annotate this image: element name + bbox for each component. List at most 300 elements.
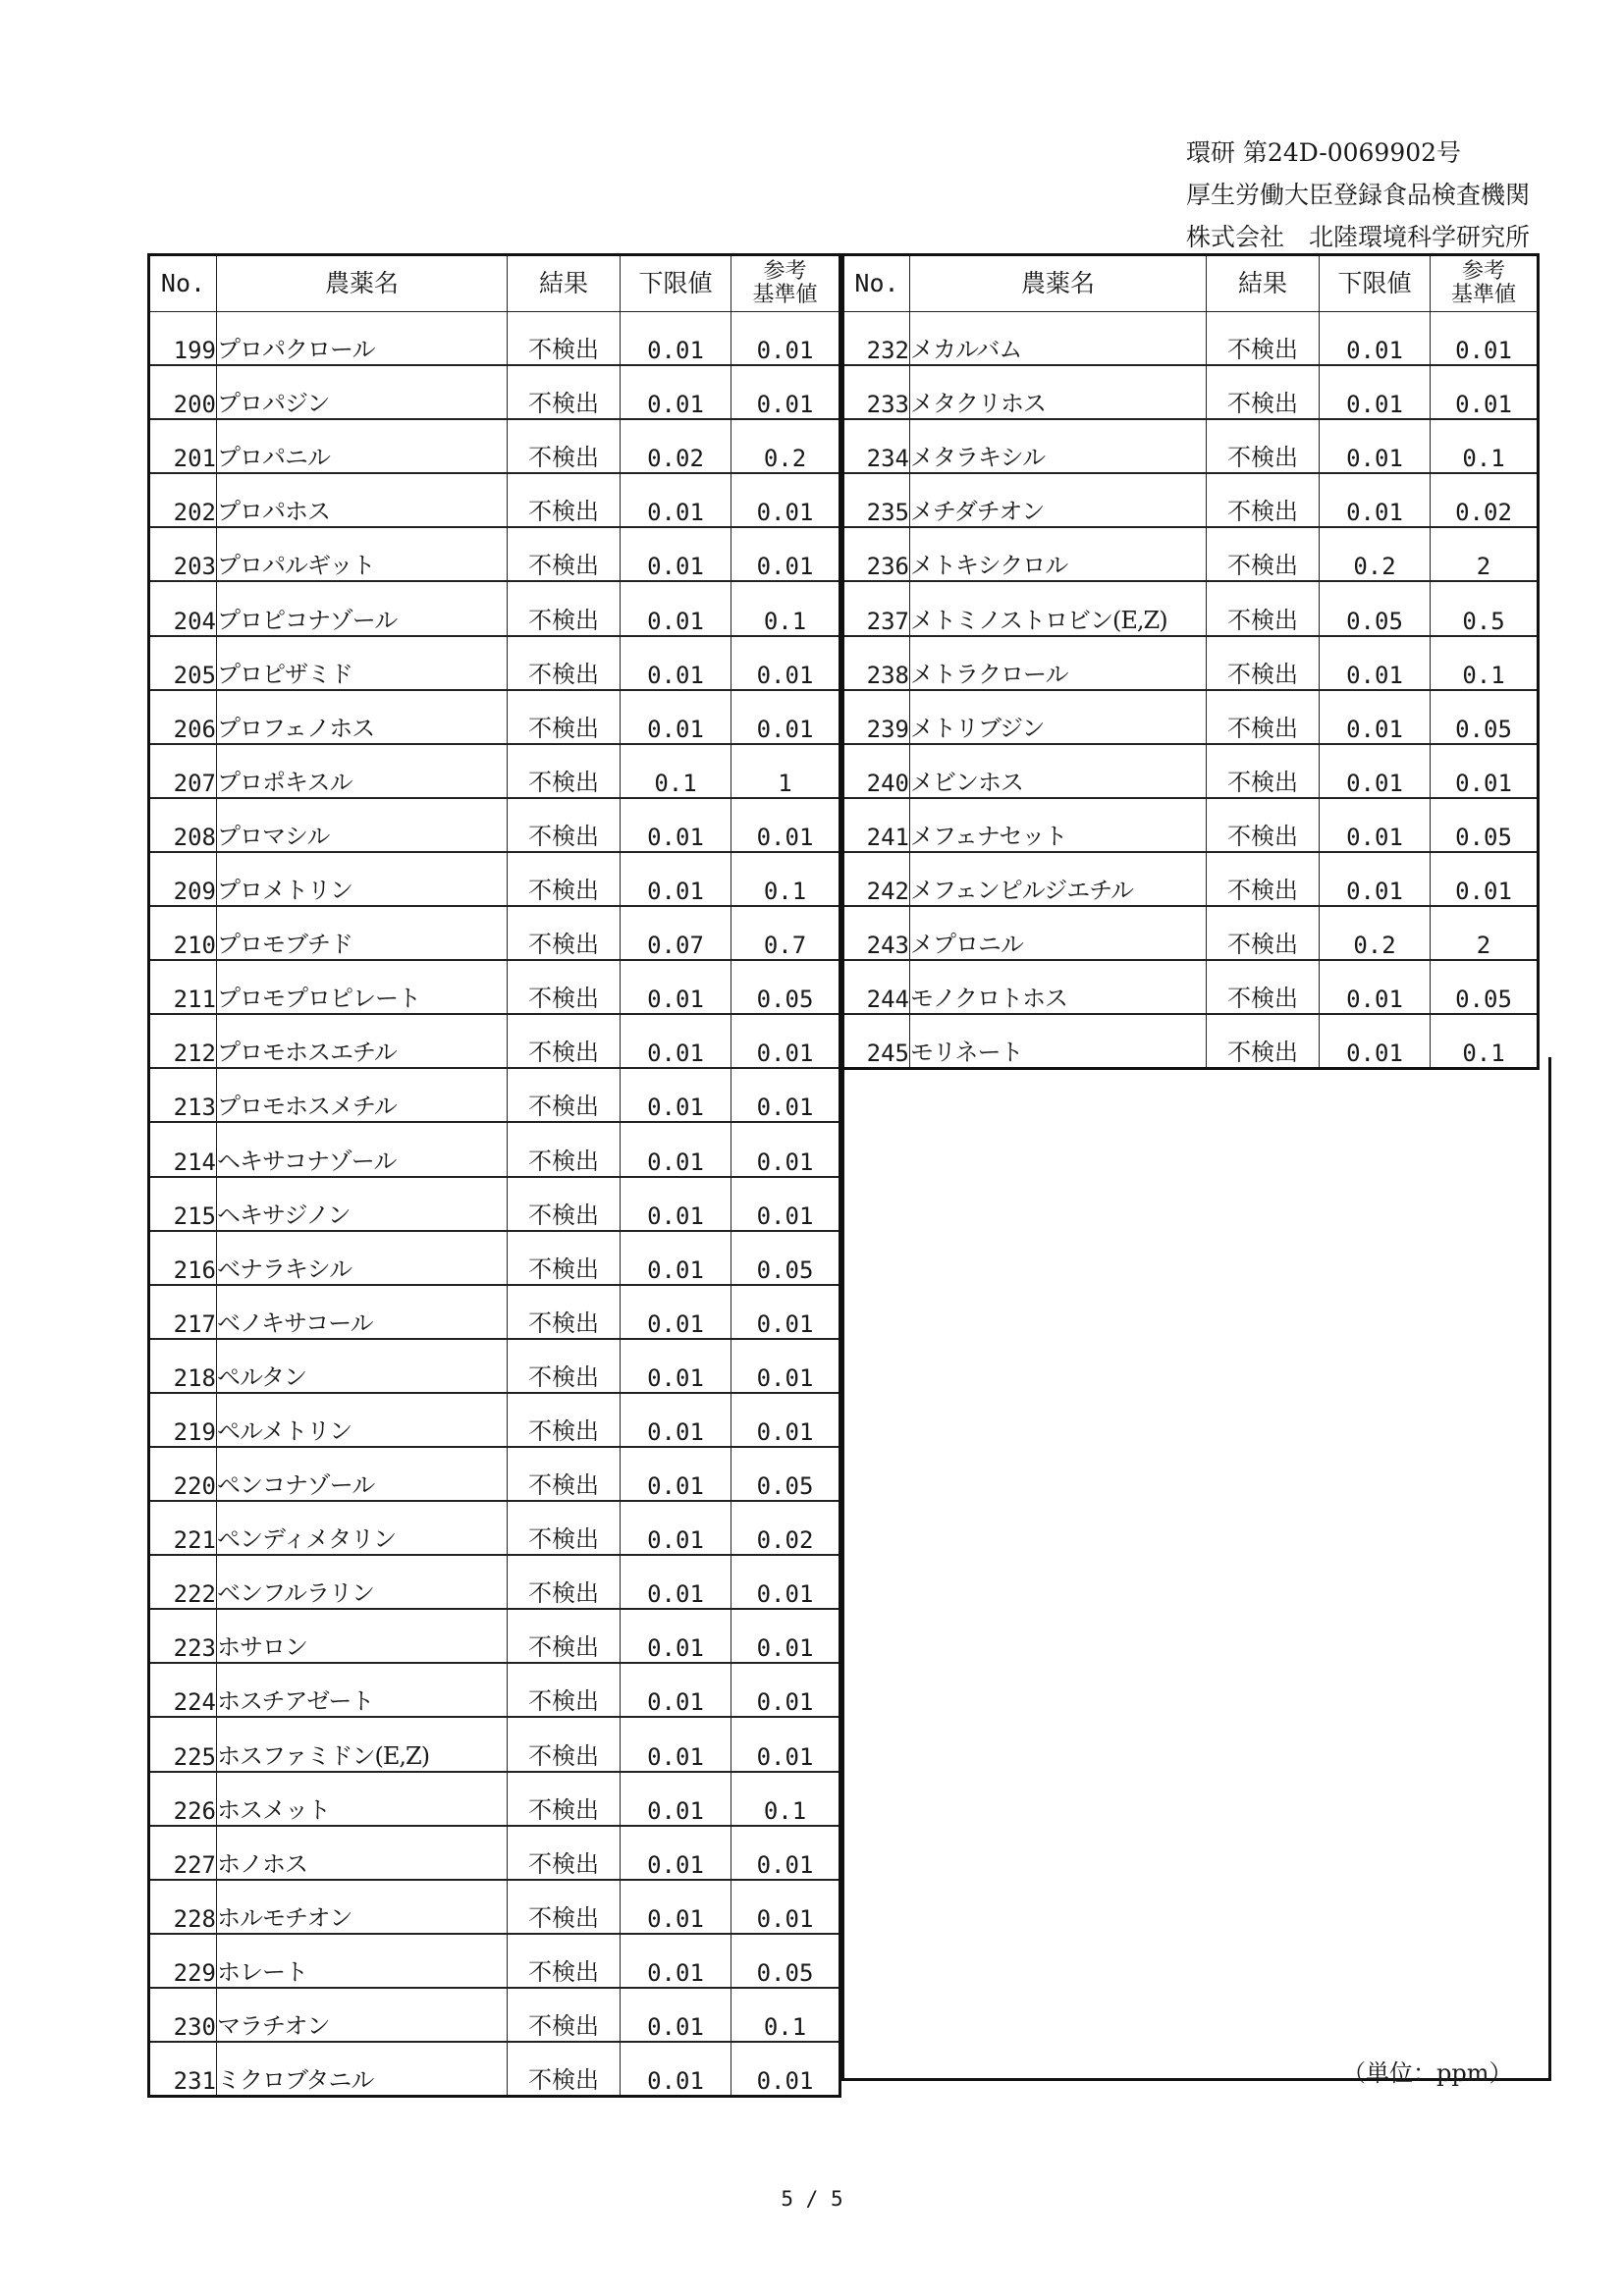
row-number: 230 [149,1988,217,2042]
reference-value: 0.05 [731,1934,840,1988]
pesticide-name: プロポキスル [217,744,508,798]
reference-value: 0.01 [731,1339,840,1393]
detection-limit: 0.01 [621,312,731,366]
reference-value: 0.05 [731,1231,840,1285]
pesticide-name: メタラキシル [910,419,1207,473]
table-row [149,1501,840,1555]
result-value: 不検出 [508,473,621,527]
table-row [149,1068,840,1122]
row-number: 226 [149,1772,217,1826]
table-row [149,852,840,906]
table-body-right [843,312,1539,1069]
row-number: 229 [149,1934,217,1988]
reference-value: 0.01 [731,1880,840,1934]
row-number: 209 [149,852,217,906]
pesticide-name: メトキシクロル [910,527,1207,581]
row-number: 214 [149,1122,217,1176]
detection-limit: 0.01 [621,1826,731,1880]
result-value: 不検出 [508,1772,621,1826]
pesticide-name: メプロニル [910,906,1207,960]
result-value: 不検出 [1207,798,1320,852]
table-row [843,581,1539,635]
result-value: 不検出 [508,1717,621,1771]
row-number: 235 [843,473,910,527]
column-header-result: 結果 [1207,255,1320,312]
detection-limit: 0.01 [621,636,731,690]
row-number: 213 [149,1068,217,1122]
pesticide-name: ペルメトリン [217,1393,508,1447]
pesticide-name: ホスファミドン(E,Z) [217,1717,508,1771]
pesticide-name: ホサロン [217,1609,508,1663]
column-header-name: 農薬名 [910,255,1207,312]
table-row [149,1609,840,1663]
result-value: 不検出 [508,636,621,690]
result-value: 不検出 [508,906,621,960]
reference-value: 0.01 [1431,852,1539,906]
table-row [843,798,1539,852]
table-row [149,960,840,1014]
detection-limit: 0.01 [621,473,731,527]
column-header-limit: 下限値 [1320,255,1431,312]
pesticide-name: ヘキサコナゾール [217,1122,508,1176]
table-row [149,1772,840,1826]
lab-registration: 厚生労働大臣登録食品検査機関 [1185,181,1530,209]
table-row [843,636,1539,690]
row-number: 211 [149,960,217,1014]
detection-limit: 0.01 [621,365,731,419]
pesticide-name: プロパルギット [217,527,508,581]
row-number: 203 [149,527,217,581]
result-value: 不検出 [508,1339,621,1393]
result-value: 不検出 [508,1988,621,2042]
pesticide-name: モリネート [910,1014,1207,1069]
reference-value: 0.01 [731,690,840,744]
detection-limit: 0.1 [621,744,731,798]
right-empty-area-border [841,1057,1551,2081]
reference-label-line1: 参考 [763,259,807,284]
table-row [149,1826,840,1880]
detection-limit: 0.01 [621,527,731,581]
detection-limit: 0.02 [621,419,731,473]
column-header-no: No. [149,255,217,312]
detection-limit: 0.01 [621,1014,731,1068]
result-value: 不検出 [508,419,621,473]
result-value: 不検出 [508,527,621,581]
result-value: 不検出 [1207,744,1320,798]
result-value: 不検出 [1207,581,1320,635]
table-row [843,365,1539,419]
row-number: 202 [149,473,217,527]
row-number: 238 [843,636,910,690]
pesticide-name: メトリブジン [910,690,1207,744]
detection-limit: 0.01 [1320,312,1431,366]
reference-value: 0.01 [731,798,840,852]
table-row [149,1393,840,1447]
reference-value: 0.01 [731,527,840,581]
reference-value: 0.05 [731,960,840,1014]
table-header-row [843,255,1539,312]
reference-label-line1: 参考 [1461,259,1505,284]
table-row [843,473,1539,527]
pesticide-name: プロモプロピレート [217,960,508,1014]
detection-limit: 0.01 [621,1231,731,1285]
row-number: 244 [843,960,910,1014]
row-number: 208 [149,798,217,852]
row-number: 240 [843,744,910,798]
result-value: 不検出 [1207,960,1320,1014]
row-number: 207 [149,744,217,798]
row-number: 239 [843,690,910,744]
detection-limit: 0.01 [621,798,731,852]
table-row [843,960,1539,1014]
detection-limit: 0.01 [621,1122,731,1176]
result-value: 不検出 [1207,473,1320,527]
reference-value: 0.01 [731,1122,840,1176]
result-value: 不検出 [1207,852,1320,906]
table-row [843,527,1539,581]
reference-label-line2: 基準値 [1450,283,1516,307]
detection-limit: 0.2 [1320,906,1431,960]
table-row [843,744,1539,798]
reference-value: 0.02 [1431,473,1539,527]
table-row [149,1014,840,1068]
reference-value: 0.01 [731,1177,840,1231]
detection-limit: 0.01 [621,960,731,1014]
detection-limit: 0.07 [621,906,731,960]
table-row [149,1934,840,1988]
result-value: 不検出 [508,1285,621,1339]
pesticide-name: ミクロブタニル [217,2042,508,2097]
result-value: 不検出 [508,1555,621,1609]
row-number: 221 [149,1501,217,1555]
detection-limit: 0.01 [1320,690,1431,744]
reference-value: 0.5 [1431,581,1539,635]
row-number: 224 [149,1663,217,1717]
reference-value: 2 [1431,906,1539,960]
pesticide-name: メフェンピルジエチル [910,852,1207,906]
pesticide-name: ベノキサコール [217,1285,508,1339]
detection-limit: 0.01 [621,1988,731,2042]
row-number: 218 [149,1339,217,1393]
pesticide-name: ホレート [217,1934,508,1988]
reference-value: 0.01 [731,1609,840,1663]
reference-value: 0.1 [731,1988,840,2042]
row-number: 225 [149,1717,217,1771]
reference-value: 0.1 [1431,636,1539,690]
result-value: 不検出 [508,960,621,1014]
pesticide-name: ペンディメタリン [217,1501,508,1555]
table-body-left [149,312,840,2097]
reference-value: 0.05 [731,1447,840,1501]
column-header-name: 農薬名 [217,255,508,312]
row-number: 227 [149,1826,217,1880]
row-number: 215 [149,1177,217,1231]
table-row [843,852,1539,906]
document-header [1186,132,1530,258]
detection-limit: 0.01 [621,690,731,744]
row-number: 219 [149,1393,217,1447]
unit-note: （単位：ppm） [1342,2059,1513,2087]
detection-limit: 0.01 [1320,419,1431,473]
report-number: 環研 第24D-0069902号 [1185,138,1462,167]
table-row [149,473,840,527]
row-number: 242 [843,852,910,906]
detection-limit: 0.01 [621,2042,731,2097]
reference-value: 0.01 [731,2042,840,2097]
result-value: 不検出 [508,744,621,798]
reference-value: 2 [1431,527,1539,581]
result-value: 不検出 [508,1393,621,1447]
reference-value: 0.01 [731,365,840,419]
result-value: 不検出 [508,1177,621,1231]
reference-value: 0.01 [731,1068,840,1122]
pesticide-name: プロマシル [217,798,508,852]
result-value: 不検出 [1207,312,1320,366]
row-number: 231 [149,2042,217,2097]
result-value: 不検出 [1207,527,1320,581]
reference-value: 0.01 [731,1663,840,1717]
table-row [149,1339,840,1393]
row-number: 200 [149,365,217,419]
row-number: 236 [843,527,910,581]
row-number: 223 [149,1609,217,1663]
pesticide-name: プロパニル [217,419,508,473]
column-header-reference [1431,255,1539,312]
pesticide-table-right [841,253,1540,1070]
result-value: 不検出 [508,1447,621,1501]
result-value: 不検出 [508,1880,621,1934]
table-row [843,419,1539,473]
detection-limit: 0.01 [1320,473,1431,527]
reference-value: 0.1 [1431,1014,1539,1069]
result-value: 不検出 [508,1501,621,1555]
row-number: 241 [843,798,910,852]
reference-value: 0.01 [731,473,840,527]
row-number: 222 [149,1555,217,1609]
row-number: 234 [843,419,910,473]
reference-value: 0.2 [731,419,840,473]
pesticide-name: ベナラキシル [217,1231,508,1285]
table-row [149,1717,840,1771]
row-number: 228 [149,1880,217,1934]
reference-value: 0.02 [731,1501,840,1555]
detection-limit: 0.2 [1320,527,1431,581]
pesticide-name: プロモホスエチル [217,1014,508,1068]
pesticide-name: マラチオン [217,1988,508,2042]
reference-value: 0.7 [731,906,840,960]
result-value: 不検出 [1207,1014,1320,1069]
detection-limit: 0.01 [621,1393,731,1447]
pesticide-name: ホスチアゼート [217,1663,508,1717]
detection-limit: 0.01 [621,581,731,635]
table-row [149,2042,840,2097]
result-value: 不検出 [508,1663,621,1717]
row-number: 216 [149,1231,217,1285]
result-value: 不検出 [508,581,621,635]
detection-limit: 0.01 [1320,1014,1431,1069]
result-value: 不検出 [508,1068,621,1122]
reference-label-line2: 基準値 [752,283,818,307]
row-number: 205 [149,636,217,690]
table-row [843,690,1539,744]
reference-value: 0.01 [731,1393,840,1447]
pesticide-name: メビンホス [910,744,1207,798]
detection-limit: 0.01 [621,1717,731,1771]
pesticide-name: プロピコナゾール [217,581,508,635]
row-number: 201 [149,419,217,473]
reference-value: 0.1 [731,852,840,906]
table-row [843,312,1539,366]
row-number: 243 [843,906,910,960]
reference-value: 1 [731,744,840,798]
result-value: 不検出 [508,1609,621,1663]
pesticide-name: メカルバム [910,312,1207,366]
reference-value: 0.01 [731,312,840,366]
row-number: 199 [149,312,217,366]
result-value: 不検出 [508,1122,621,1176]
pesticide-name: プロフェノホス [217,690,508,744]
pesticide-table-left [147,253,841,2098]
column-header-limit: 下限値 [621,255,731,312]
pesticide-name: プロピザミド [217,636,508,690]
pesticide-name: プロモホスメチル [217,1068,508,1122]
reference-value: 0.1 [731,581,840,635]
column-header-no: No. [843,255,910,312]
table-row [149,312,840,366]
reference-value: 0.01 [731,1717,840,1771]
table-row [149,1122,840,1176]
table-row [149,1231,840,1285]
reference-value: 0.01 [731,1014,840,1068]
detection-limit: 0.01 [621,1555,731,1609]
detection-limit: 0.01 [1320,852,1431,906]
reference-value: 0.1 [731,1772,840,1826]
row-number: 210 [149,906,217,960]
detection-limit: 0.05 [1320,581,1431,635]
table-row [149,1285,840,1339]
detection-limit: 0.01 [1320,365,1431,419]
table-row [149,1880,840,1934]
pesticide-name: ホスメット [217,1772,508,1826]
reference-value: 0.1 [1431,419,1539,473]
table-row [149,798,840,852]
pesticide-name: ホルモチオン [217,1880,508,1934]
reference-value: 0.05 [1431,960,1539,1014]
pesticide-name: メチダチオン [910,473,1207,527]
detection-limit: 0.01 [621,1772,731,1826]
pesticide-name: メトラクロール [910,636,1207,690]
reference-value: 0.01 [731,1826,840,1880]
pesticide-name: ペンコナゾール [217,1447,508,1501]
detection-limit: 0.01 [1320,636,1431,690]
detection-limit: 0.01 [1320,744,1431,798]
row-number: 217 [149,1285,217,1339]
pesticide-name: プロパホス [217,473,508,527]
page-number: 5 / 5 [781,2187,843,2211]
row-number: 206 [149,690,217,744]
reference-value: 0.01 [731,636,840,690]
result-value: 不検出 [1207,365,1320,419]
detection-limit: 0.01 [621,1501,731,1555]
table-row [149,1555,840,1609]
pesticide-name: プロパジン [217,365,508,419]
table-row [149,365,840,419]
detection-limit: 0.01 [621,1880,731,1934]
table-row [149,1447,840,1501]
reference-value: 0.01 [1431,744,1539,798]
row-number: 220 [149,1447,217,1501]
table-row [149,527,840,581]
reference-value: 0.01 [1431,365,1539,419]
result-value: 不検出 [508,1231,621,1285]
detection-limit: 0.01 [621,852,731,906]
pesticide-name: プロパクロール [217,312,508,366]
reference-value: 0.05 [1431,690,1539,744]
reference-value: 0.05 [1431,798,1539,852]
table-row [149,1988,840,2042]
row-number: 233 [843,365,910,419]
detection-limit: 0.01 [621,1609,731,1663]
detection-limit: 0.01 [621,1339,731,1393]
pesticide-name: ベンフルラリン [217,1555,508,1609]
pesticide-name: メタクリホス [910,365,1207,419]
result-value: 不検出 [508,2042,621,2097]
column-header-reference [731,255,840,312]
row-number: 237 [843,581,910,635]
pesticide-name: メフェナセット [910,798,1207,852]
result-value: 不検出 [1207,906,1320,960]
table-row [149,1663,840,1717]
pesticide-name: ペルタン [217,1339,508,1393]
result-value: 不検出 [508,1934,621,1988]
table-row [149,690,840,744]
pesticide-name: メトミノストロビン(E,Z) [910,581,1207,635]
company-name: 株式会社 北陸環境科学研究所 [1185,223,1530,251]
result-value: 不検出 [508,365,621,419]
table-row [149,636,840,690]
result-value: 不検出 [508,798,621,852]
row-number: 245 [843,1014,910,1069]
detection-limit: 0.01 [621,1068,731,1122]
table-row [149,419,840,473]
row-number: 212 [149,1014,217,1068]
pesticide-name: ホノホス [217,1826,508,1880]
detection-limit: 0.01 [1320,960,1431,1014]
table-row [149,581,840,635]
pesticide-name: プロメトリン [217,852,508,906]
result-value: 不検出 [508,852,621,906]
detection-limit: 0.01 [621,1177,731,1231]
table-row [149,744,840,798]
detection-limit: 0.01 [621,1285,731,1339]
result-value: 不検出 [508,1014,621,1068]
detection-limit: 0.01 [621,1663,731,1717]
detection-limit: 0.01 [621,1934,731,1988]
table-row [149,1177,840,1231]
detection-limit: 0.01 [621,1447,731,1501]
pesticide-name: プロモブチド [217,906,508,960]
result-value: 不検出 [508,1826,621,1880]
detection-limit: 0.01 [1320,798,1431,852]
result-value: 不検出 [508,690,621,744]
row-number: 204 [149,581,217,635]
result-value: 不検出 [508,312,621,366]
pesticide-name: モノクロトホス [910,960,1207,1014]
result-value: 不検出 [1207,419,1320,473]
reference-value: 0.01 [731,1285,840,1339]
row-number: 232 [843,312,910,366]
column-header-result: 結果 [508,255,621,312]
